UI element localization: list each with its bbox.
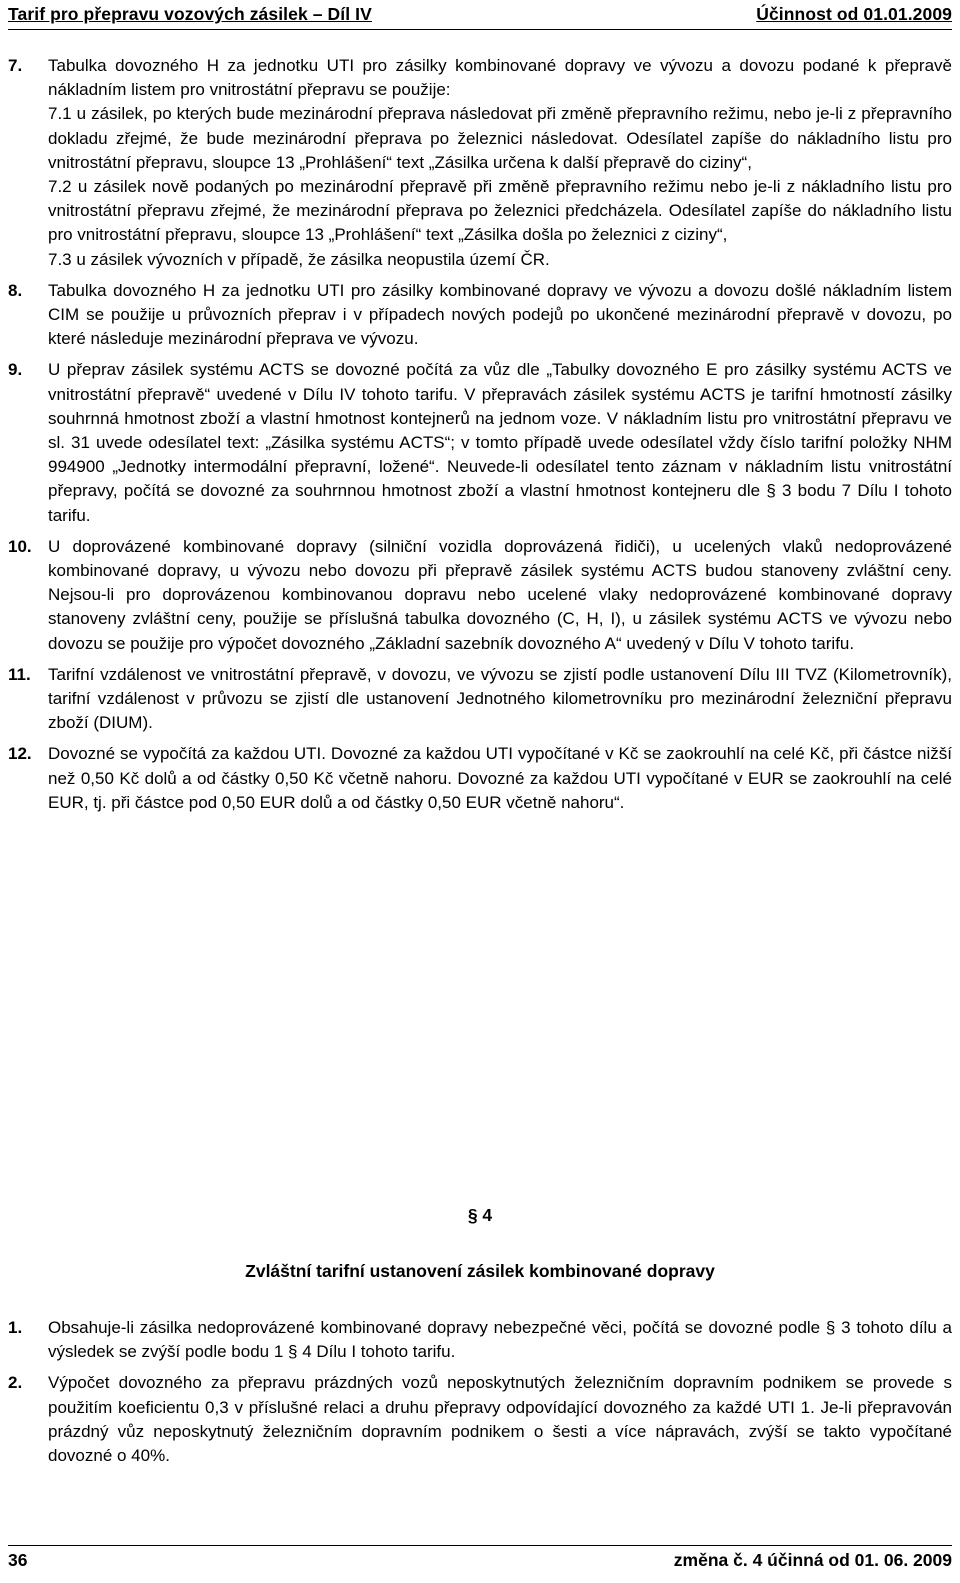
paragraph-8	[8, 279, 952, 352]
subparagraph-7-3: 7.3 u zásilek vývozních v případě, že zásilka neopustila území ČR.	[48, 249, 550, 269]
paragraph-number: 10.	[8, 536, 32, 556]
page-header	[8, 0, 952, 30]
subparagraph-7-1: 7.1 u zásilek, po kterých bude mezinárodní přeprava následovat při změně přepravního režimu, nebo je-li z přepravního dokladu zřejmé, že bude mezinárodní přeprava po železnici následovat. Odesílatel zapíše do nákladního listu pro vnitrostátní přepravu, sloupce 13 „Prohlášení“ text „Zásilka určena k další přepravě do ciziny“,	[48, 104, 952, 172]
page-number: 36	[8, 1550, 28, 1570]
page-footer	[8, 1545, 952, 1583]
paragraph-10	[8, 535, 952, 656]
subparagraph-7-2: 7.2 u zásilek nově podaných po mezinárodní přepravě při změně přepravního režimu nebo je-li z nákladního listu pro vnitrostátní přepravu zřejmé, že mezinárodní přeprava po železnici předcházela. Odesílatel zapíše do nákladního listu pro vnitrostátní přepravu, sloupce 13 „Prohlášení“ text „Zásilka došla po železnici z ciziny“,	[48, 177, 952, 245]
section-paragraph-1	[8, 1316, 952, 1364]
paragraph-text: Tarifní vzdálenost ve vnitrostátní přepravě, v dovozu, ve vývozu se zjistí podle ustanovení Dílu III TVZ (Kilometrovník), tarifní vzdálenost v průvozu se zjistí dle ustanovení Jednotného kilometrovníku pro mezinárodní železniční přepravu zboží (DIUM).	[48, 664, 952, 733]
paragraph-number: 2.	[8, 1373, 23, 1393]
paragraph-text: Tabulka dovozného H za jednotku UTI pro zásilky kombinované dopravy ve vývozu a dovozu podané k přepravě nákladním listem pro vnitrostátní přepravu se použije:	[48, 56, 952, 100]
paragraph-text: U doprovázené kombinované dopravy (silniční vozidla doprovázená řidiči), u ucelených vlaků nedoprovázené kombinované dopravy, u vývozu nebo dovozu při přepravě zásilek systému ACTS budou stanoveny zvláštní ceny. Nejsou-li pro doprovázenou kombinovanou dopravu nebo ucelené vlaky nedoprovázené kombinované dopravy stanoveny zvláštní ceny, použije se příslušná tabulka dovozného (C, H, I), u zásilek systému ACTS ve vývozu nebo dovozu se použije pro výpočet dovozného „Základní sazebník dovozného A“ uvedený v Dílu V tohoto tarifu.	[48, 536, 952, 653]
paragraph-number: 8.	[8, 280, 23, 300]
paragraph-text: U přeprav zásilek systému ACTS se dovozné počítá za vůz dle „Tabulky dovozného E pro zásilky systému ACTS ve vnitrostátní přepravě“ uvedené v Dílu IV tohoto tarifu. V přepravách zásilek systému ACTS je tarifní hmotností zásilky souhrnná hmotnost zboží a vlastní hmotnost kontejnerů na jednom voze. V nákladním listu pro vnitrostátní přepravu ve sl. 31 uvede odesílatel text: „Zásilka systému ACTS“; v tomto případě uvede odesílatel vždy číslo tarifní položky NHM 994900 „Jednotky intermodální přepravní, ložené“. Neuvede-li odesílatel tento záznam v nákladním listu vnitrostátní přepravy, počítá se dovozné za souhrnnou hmotnost zboží a vlastní hmotnost kontejneru dle § 3 bodu 7 Dílu I tohoto tarifu.	[48, 360, 952, 525]
paragraph-text: Dovozné se vypočítá za každou UTI. Dovozné za každou UTI vypočítané v Kč se zaokrouhlí na celé Kč, při částce nižší než 0,50 Kč dolů a od částky 0,50 Kč včetně nahoru. Dovozné za každou UTI vypočítané v EUR se zaokrouhlí na celé EUR, tj. při částce pod 0,50 EUR dolů a od částky 0,50 EUR včetně nahoru“.	[48, 744, 952, 812]
header-effective-date: Účinnost od 01.01.2009	[756, 4, 952, 24]
paragraph-text: Obsahuje-li zásilka nedoprovázené kombinované dopravy nebezpečné věci, počítá se dovozné podle § 3 tohoto dílu a výsledek se zvýší podle bodu 1 § 4 Dílu I tohoto tarifu.	[48, 1318, 952, 1362]
section-content	[8, 1316, 952, 1468]
paragraph-number: 1.	[8, 1318, 23, 1337]
section-title: Zvláštní tarifní ustanovení zásilek kombinované dopravy	[245, 1261, 715, 1281]
header-title: Tarif pro přepravu vozových zásilek – Díl IV	[8, 4, 372, 24]
paragraph-11	[8, 663, 952, 736]
section-mark: § 4	[467, 1205, 493, 1225]
paragraph-text: Výpočet dovozného za přepravu prázdných vozů neposkytnutých železničním dopravním podnikem se provede s použitím koeficientu 0,3 v příslušné relaci a druhu přepravy odpovídající dovozného za každé UTI 1. Je-li přepravován prázdný vůz neposkytnutý železničním dopravním podnikem o šesti a více nápravách, zvýší se takto vypočítané dovozné o 40%.	[48, 1373, 952, 1466]
paragraph-text: Tabulka dovozného H za jednotku UTI pro zásilky kombinované dopravy ve vývozu a dovozu došlé nákladním listem CIM se použije u průvozních přeprav i v případech nových podejů po ukončené mezinárodní přepravě v dovozu, po které následuje mezinárodní přeprava ve vývozu.	[48, 280, 952, 349]
change-note: změna č. 4 účinná od 01. 06. 2009	[673, 1550, 952, 1570]
paragraph-7	[8, 54, 952, 102]
main-content	[8, 54, 952, 815]
paragraph-number: 9.	[8, 360, 23, 380]
paragraph-number: 12.	[8, 744, 32, 764]
paragraph-9	[8, 358, 952, 527]
paragraph-number: 7.	[8, 56, 23, 75]
paragraph-number: 11.	[8, 664, 31, 684]
section-paragraph-2	[8, 1371, 952, 1468]
paragraph-12	[8, 742, 952, 815]
